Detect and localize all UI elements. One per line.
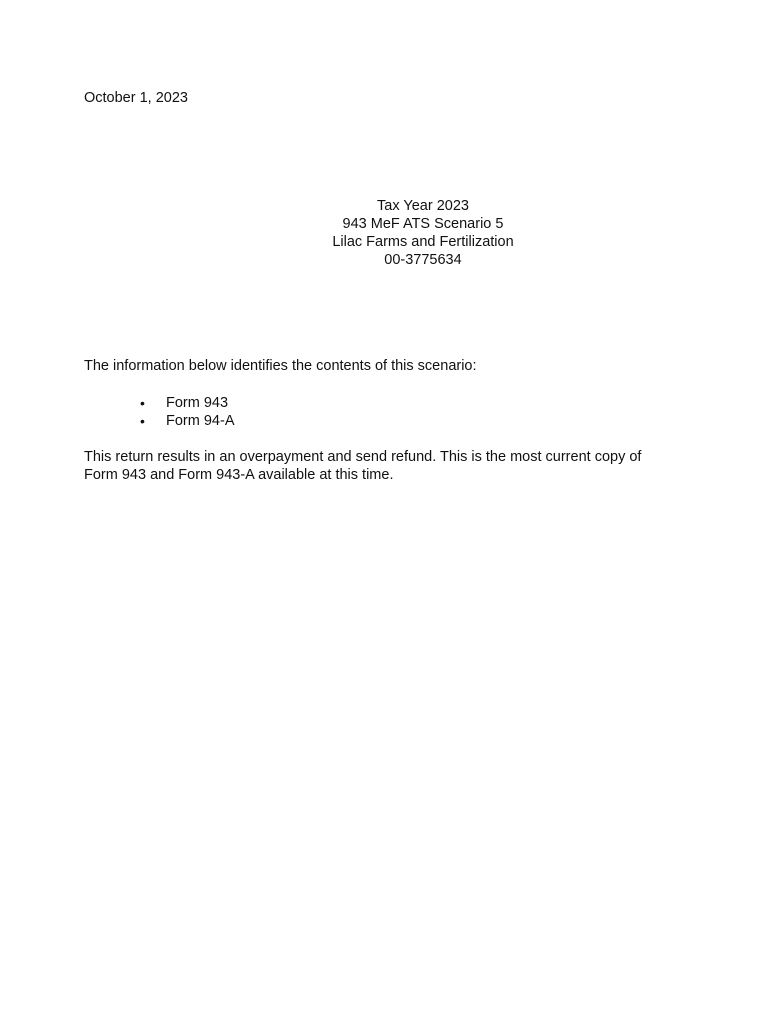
list-item xyxy=(140,394,235,412)
scenario-header xyxy=(270,197,576,269)
document-date: October 1, 2023 xyxy=(84,90,188,106)
list-item xyxy=(140,412,235,430)
list-item-label: Form 94-A xyxy=(166,413,235,429)
scenario-title: 943 MeF ATS Scenario 5 xyxy=(342,216,504,232)
tax-year: Tax Year 2023 xyxy=(377,198,469,214)
form-list xyxy=(140,394,235,430)
intro-text: The information below identifies the contents of this scenario: xyxy=(84,358,477,374)
list-item-label: Form 943 xyxy=(166,395,229,411)
company-name: Lilac Farms and Fertilization xyxy=(332,234,514,250)
closing-paragraph: This return results in an overpayment and send refund. This is the most current copy of Form 943 and Form 943-A available at this time. xyxy=(84,449,642,483)
bullet-icon: • xyxy=(140,395,145,411)
company-ein: 00-3775634 xyxy=(384,252,462,268)
bullet-icon: • xyxy=(140,413,145,429)
